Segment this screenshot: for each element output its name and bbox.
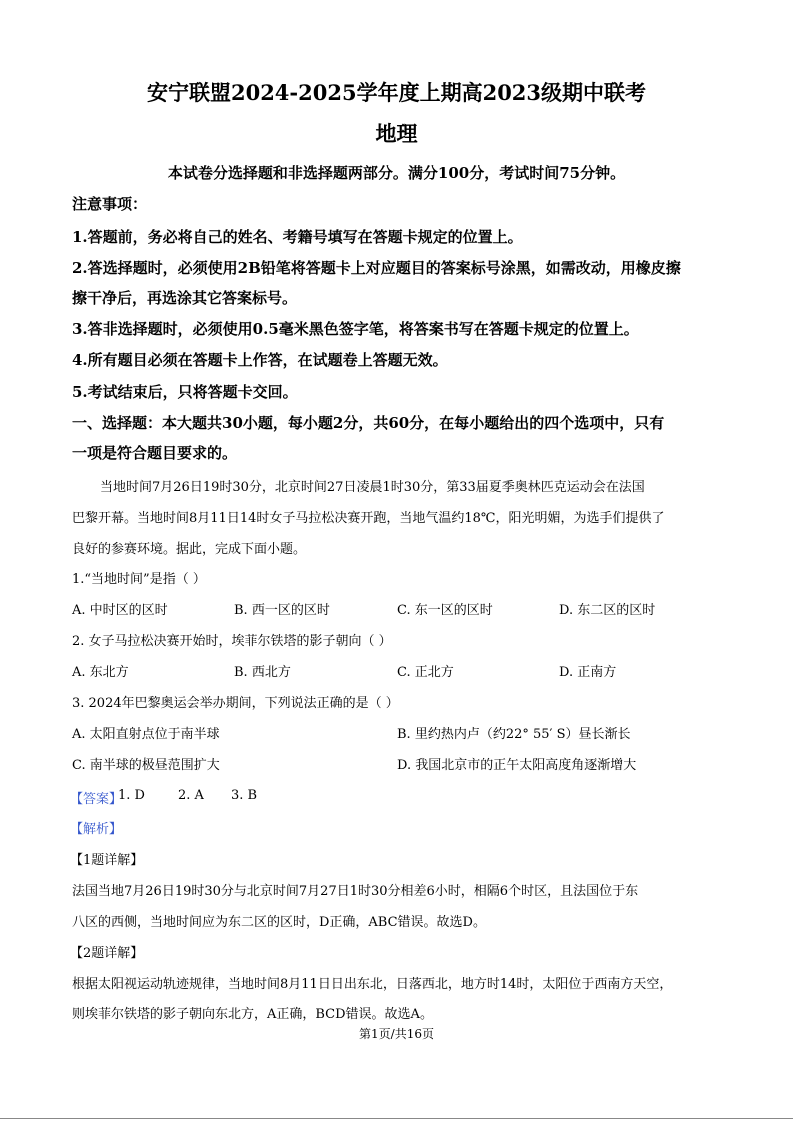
question-stem: 3. 2024年巴黎奥运会举办期间，下列说法正确的是（ ）	[72, 696, 399, 711]
note-item: 擦干净后，再选涂其它答案标号。	[72, 289, 298, 307]
note-item: 3.答非选择题时，必须使用0.5毫米黑色签字笔，将答案书写在答题卡规定的位置上。	[72, 320, 639, 338]
exam-title: 安宁联盟2024-2025学年度上期高2023级期中联考	[146, 80, 647, 105]
option-d: D. 我国北京市的正午太阳高度角逐渐增大	[397, 758, 637, 773]
passage-line: 当地时间7月26日19时30分，北京时间27日凌晨1时30分，第33届夏季奥林匹克运动会在法国	[100, 480, 645, 495]
passage-line: 巴黎开幕。当地时间8月11日14时女子马拉松决赛开跑，当地气温约18℃，阳光明媚，为选手们提供了	[72, 511, 665, 526]
analysis-line: 根据太阳视运动轨迹规律，当地时间8月11日日出东北，日落西北，地方时14时，太阳位于西南方天空，	[72, 977, 673, 992]
note-item: 1.答题前，务必将自己的姓名、考籍号填写在答题卡规定的位置上。	[72, 228, 523, 246]
option-d: D. 东二区的区时	[559, 603, 656, 618]
exam-intro: 本试卷分选择题和非选择题两部分。满分100分，考试时间75分钟。	[167, 164, 626, 182]
notes-heading: 注意事项：	[72, 195, 148, 213]
option-c: C. 正北方	[397, 665, 454, 680]
answer-label: 【答案】	[70, 792, 123, 807]
analysis-line: 八区的西侧，当地时间应为东二区的区时，D正确，ABC错误。故选D。	[72, 915, 486, 930]
passage-line: 良好的参赛环境。据此，完成下面小题。	[72, 542, 307, 557]
note-item: 4.所有题目必须在答题卡上作答，在试题卷上答题无效。	[72, 351, 448, 369]
option-a: A. 太阳直射点位于南半球	[72, 727, 220, 742]
note-item: 5.考试结束后，只将答题卡交回。	[72, 383, 298, 401]
analysis-line: 法国当地7月26日19时30分与北京时间7月27日1时30分相差6小时，相隔6个时区，且法国位于东	[72, 884, 639, 899]
answer-value: 1. D	[118, 788, 145, 803]
page-number: 第1页/共16页	[359, 1027, 434, 1041]
q1-analysis-heading: 【1题详解】	[70, 853, 144, 868]
question-stem: 1.“当地时间”是指（ ）	[72, 572, 206, 587]
option-c: C. 东一区的区时	[397, 603, 493, 618]
option-a: A. 中时区的区时	[72, 603, 168, 618]
option-d: D. 正南方	[559, 665, 617, 680]
option-b: B. 西北方	[234, 665, 291, 680]
analysis-line: 则埃菲尔铁塔的影子朝向东北方，A正确，BCD错误。故选A。	[72, 1007, 433, 1022]
option-a: A. 东北方	[72, 665, 129, 680]
answer-value: 3. B	[231, 788, 258, 803]
section-heading: 一、选择题：本大题共30小题，每小题2分，共60分，在每小题给出的四个选项中，只有	[72, 414, 665, 432]
answer-value: 2. A	[178, 788, 204, 803]
analysis-label: 【解析】	[70, 822, 123, 837]
option-b: B. 里约热内卢（约22° 55′ S）昼长渐长	[397, 727, 631, 742]
section-heading-cont: 一项是符合题目要求的。	[72, 444, 238, 462]
subject-title: 地理	[375, 121, 418, 146]
question-stem: 2. 女子马拉松决赛开始时，埃菲尔铁塔的影子朝向（ ）	[72, 634, 392, 649]
note-item: 2.答选择题时，必须使用2B铅笔将答题卡上对应题目的答案标号涂黑，如需改动，用橡皮擦	[72, 259, 681, 277]
option-c: C. 南半球的极昼范围扩大	[72, 758, 220, 773]
q2-analysis-heading: 【2题详解】	[70, 946, 144, 961]
page-bottom-border	[0, 1118, 793, 1119]
option-b: B. 西一区的区时	[234, 603, 330, 618]
